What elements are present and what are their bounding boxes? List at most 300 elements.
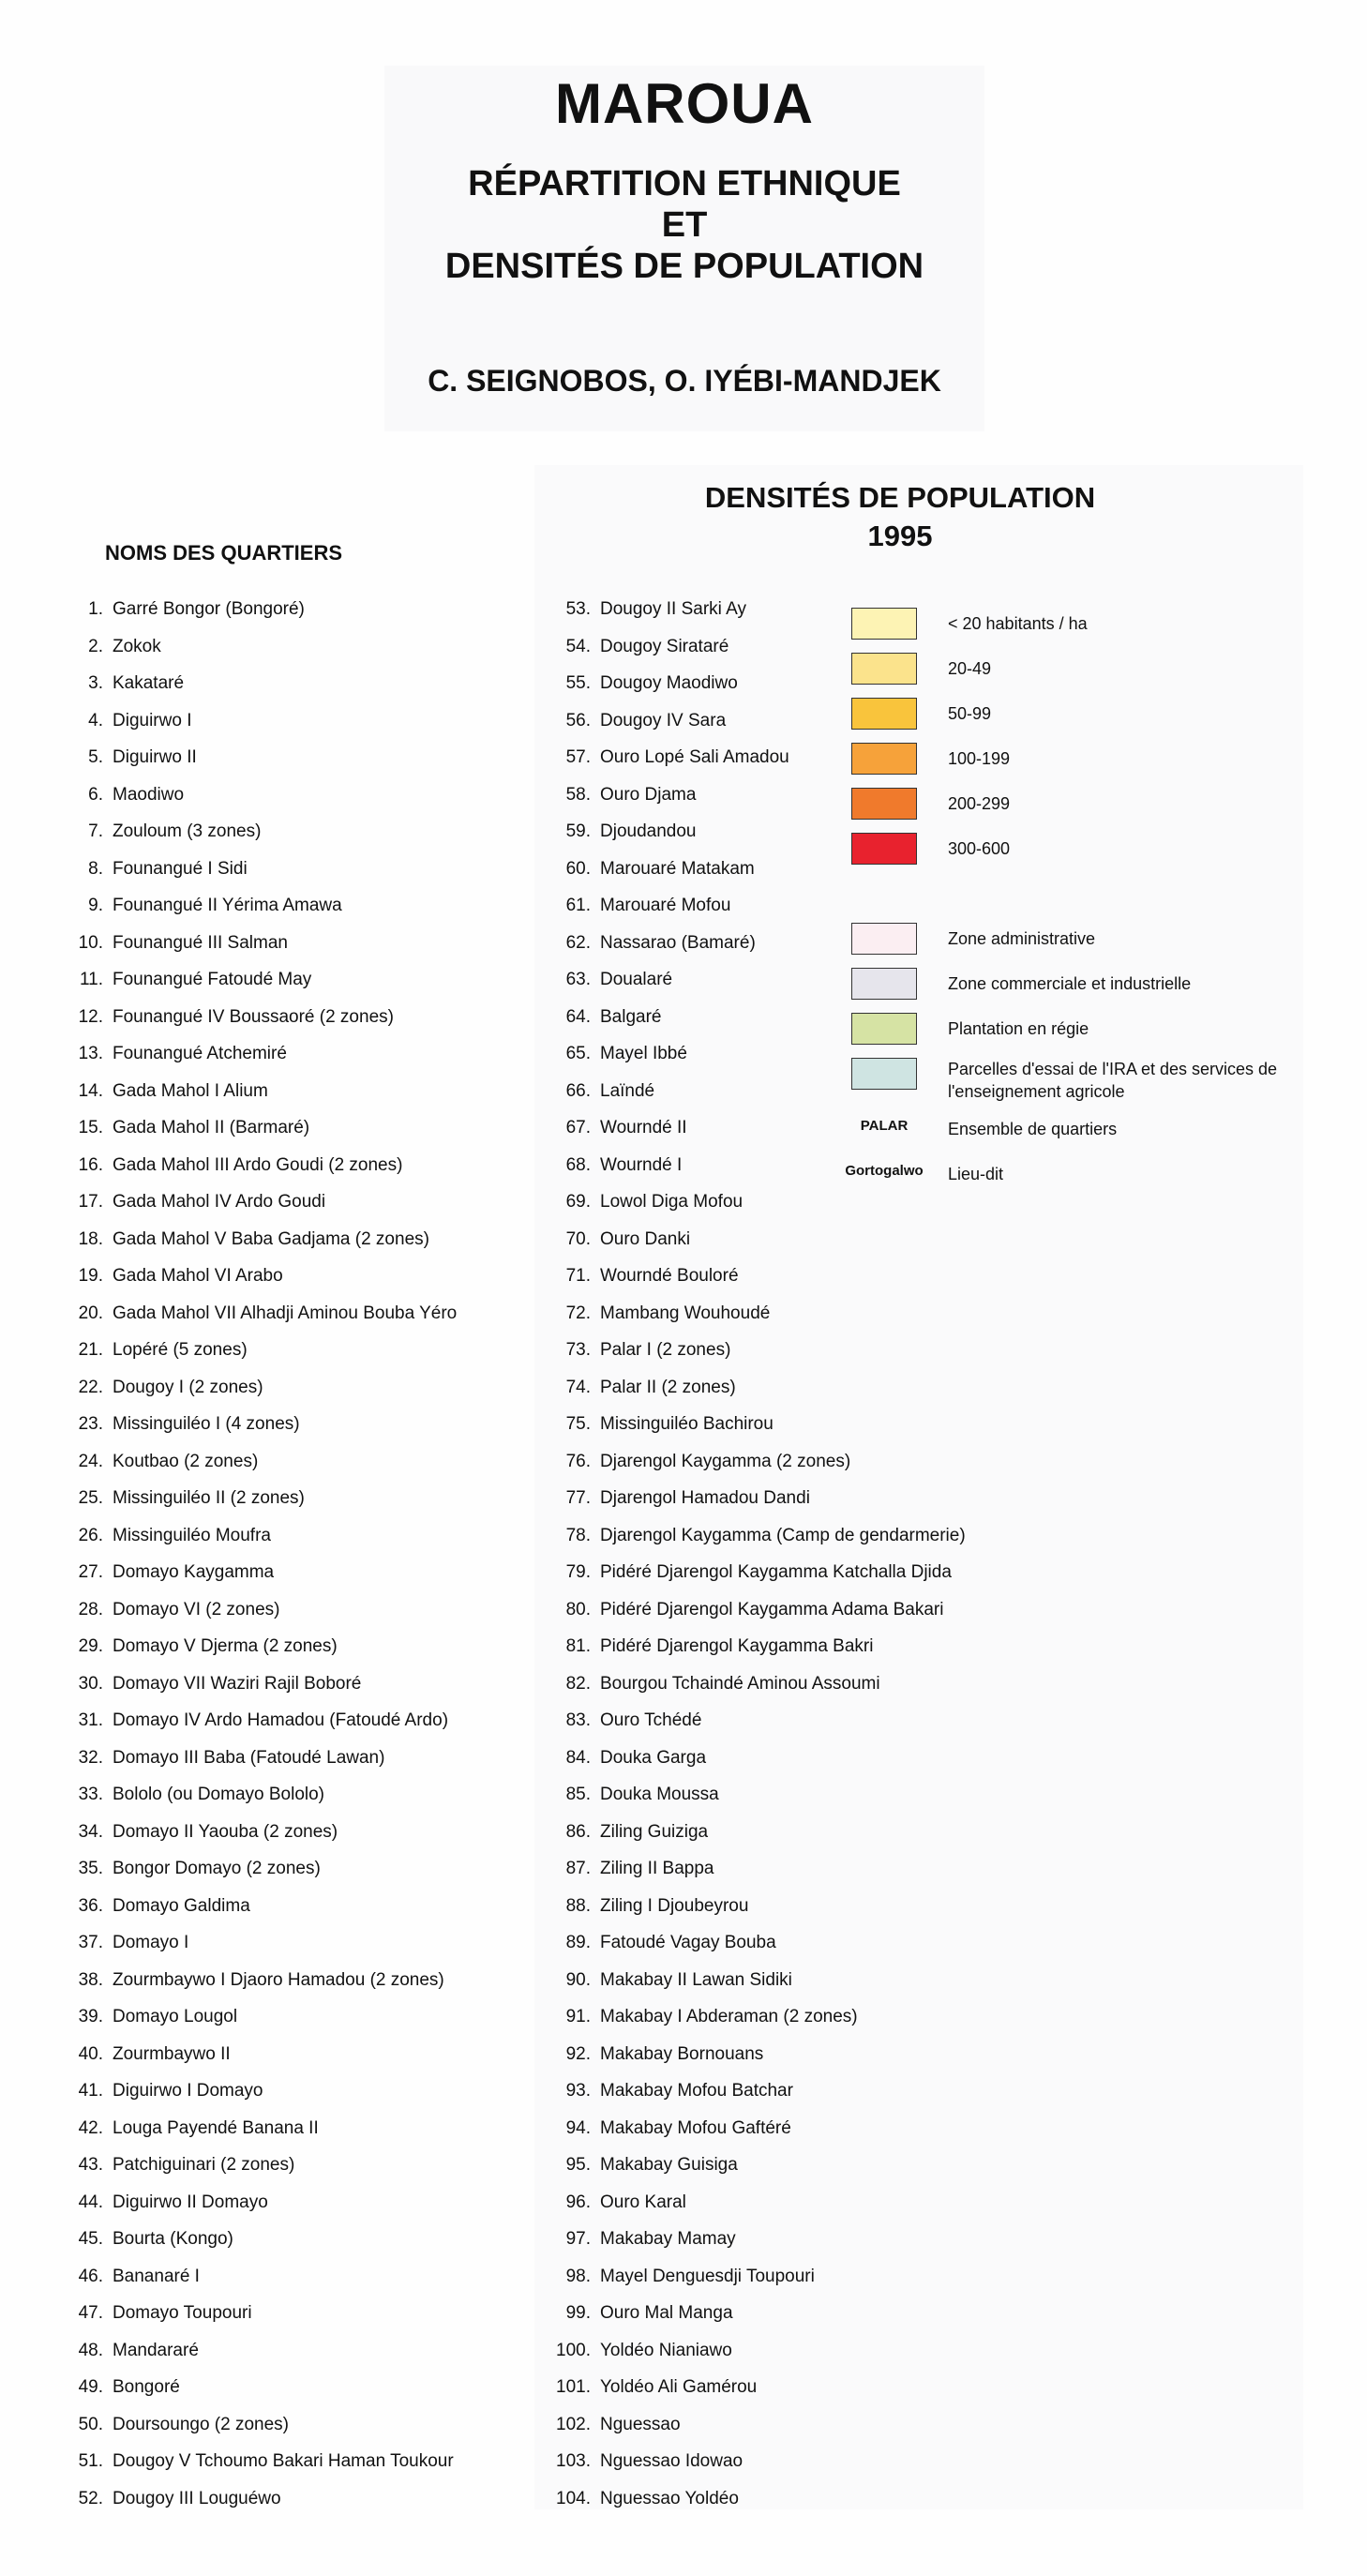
list-item xyxy=(56,591,457,628)
list-item-number: 96. xyxy=(565,2192,591,2212)
list-item xyxy=(525,2480,966,2518)
list-item-number: 22. xyxy=(78,1377,103,1397)
density-title-line-2: 1995 xyxy=(867,520,933,552)
list-item-name: Dougoy Maodiwo xyxy=(600,673,738,693)
list-item xyxy=(56,2332,457,2370)
list-item-name: Ziling Guiziga xyxy=(600,1821,709,1842)
list-item xyxy=(56,1183,457,1221)
list-item xyxy=(56,1221,457,1258)
list-item-name: Domayo VI (2 zones) xyxy=(113,1599,280,1619)
list-item-name: Dougoy II Sarki Ay xyxy=(600,599,746,619)
list-item xyxy=(56,2147,457,2184)
list-item-number: 28. xyxy=(78,1599,103,1619)
list-item xyxy=(525,2258,966,2296)
list-item-number: 29. xyxy=(78,1636,103,1656)
list-item-name: Founangué Fatoudé May xyxy=(113,970,312,989)
subtitle-line-3: DENSITÉS DE POPULATION xyxy=(444,247,924,286)
list-item xyxy=(56,2406,457,2444)
authors: C. SEIGNOBOS, O. IYÉBI-MANDJEK xyxy=(428,364,941,398)
list-item xyxy=(525,1183,966,1221)
list-item-name: Gada Mahol V Baba Gadjama (2 zones) xyxy=(113,1228,429,1249)
list-item-number: 97. xyxy=(565,2229,591,2249)
list-item-number: 38. xyxy=(78,1969,103,1990)
list-item-name: Domayo I xyxy=(113,1933,189,1952)
legend-abbreviation: PALAR xyxy=(860,1118,909,1134)
list-item xyxy=(525,1591,966,1629)
list-item-number: 68. xyxy=(565,1154,591,1175)
list-item-name: Missinguiléo II (2 zones) xyxy=(113,1488,305,1508)
list-item xyxy=(56,739,457,776)
list-item xyxy=(525,1776,966,1814)
list-item-number: 64. xyxy=(565,1006,591,1027)
legend-swatch xyxy=(851,1058,917,1090)
list-item xyxy=(56,1554,457,1591)
list-item-number: 7. xyxy=(88,821,103,841)
list-item-name: Wourndé Bouloré xyxy=(600,1266,739,1286)
list-item-number: 50. xyxy=(78,2414,103,2434)
list-item-name: Bongor Domayo (2 zones) xyxy=(113,1859,321,1878)
list-item-name: Bananaré I xyxy=(113,2266,200,2286)
list-item-name: Domayo Toupouri xyxy=(113,2303,252,2323)
list-item-name: Founangué III Salman xyxy=(113,932,288,953)
list-item-name: Founangué II Yérima Amawa xyxy=(113,896,342,915)
list-item xyxy=(56,1776,457,1814)
list-item-number: 65. xyxy=(565,1044,591,1063)
legend-swatch xyxy=(851,653,917,685)
list-item-name: Bourgou Tchaindé Aminou Assoumi xyxy=(600,1673,880,1694)
list-item xyxy=(56,702,457,740)
list-item-number: 46. xyxy=(78,2266,103,2286)
list-item-number: 13. xyxy=(78,1044,103,1063)
list-item xyxy=(56,2369,457,2406)
list-item-number: 44. xyxy=(78,2192,103,2212)
list-item-number: 95. xyxy=(565,2155,591,2175)
list-item-number: 21. xyxy=(78,1340,103,1360)
legend-swatch xyxy=(851,968,917,1000)
list-item-number: 85. xyxy=(565,1785,591,1804)
list-item-number: 6. xyxy=(88,784,103,805)
list-item xyxy=(56,1073,457,1110)
list-item xyxy=(56,1332,457,1369)
list-item-name: Domayo Galdima xyxy=(113,1895,250,1916)
list-item xyxy=(56,813,457,851)
list-item-name: Dougoy Sirataré xyxy=(600,636,729,656)
list-item-number: 14. xyxy=(78,1080,103,1101)
legend-swatch xyxy=(851,788,917,820)
list-item-name: Yoldéo Ali Gamérou xyxy=(600,2377,758,2397)
list-item xyxy=(56,1406,457,1443)
page-subtitle xyxy=(384,163,984,287)
list-item xyxy=(525,1740,966,1777)
list-item-number: 75. xyxy=(565,1414,591,1434)
list-item-number: 79. xyxy=(565,1562,591,1582)
list-item-name: Makabay I Abderaman (2 zones) xyxy=(600,2007,858,2026)
list-item-name: Pidéré Djarengol Kaygamma Adama Bakari xyxy=(600,1599,944,1619)
list-item xyxy=(525,2406,966,2444)
list-item-number: 51. xyxy=(78,2451,103,2471)
list-item xyxy=(525,1665,966,1703)
list-item-name: Douka Moussa xyxy=(600,1785,719,1804)
list-item xyxy=(56,1295,457,1333)
quartiers-list-left xyxy=(56,591,457,2517)
list-item-number: 16. xyxy=(78,1154,103,1175)
list-item-number: 12. xyxy=(78,1006,103,1027)
list-item-name: Dougoy III Louguéwo xyxy=(113,2488,281,2508)
list-item-number: 80. xyxy=(565,1599,591,1619)
list-item xyxy=(56,1258,457,1295)
list-item-name: Zouloum (3 zones) xyxy=(113,821,262,841)
list-item xyxy=(56,1628,457,1665)
list-item-number: 2. xyxy=(88,636,103,656)
list-item xyxy=(525,2110,966,2147)
list-item xyxy=(56,2036,457,2073)
list-item-name: Domayo V Djerma (2 zones) xyxy=(113,1636,338,1656)
list-item xyxy=(525,2295,966,2332)
list-item xyxy=(56,1998,457,2036)
list-item-number: 19. xyxy=(78,1266,103,1286)
legend-label: 20-49 xyxy=(948,659,992,678)
list-item-name: Koutbao (2 zones) xyxy=(113,1451,259,1471)
legend-swatch xyxy=(851,698,917,730)
list-item xyxy=(56,1740,457,1777)
page-title: MAROUA xyxy=(555,72,814,135)
list-item-number: 63. xyxy=(565,970,591,989)
list-item xyxy=(56,887,457,925)
list-item xyxy=(56,1480,457,1517)
list-item-number: 36. xyxy=(78,1895,103,1916)
list-item-name: Balgaré xyxy=(600,1006,662,1027)
list-item-number: 53. xyxy=(565,599,591,619)
list-item xyxy=(56,1517,457,1555)
list-item xyxy=(56,2258,457,2296)
list-item xyxy=(525,1480,966,1517)
legend-label: 200-299 xyxy=(948,794,1011,813)
list-item xyxy=(525,2369,966,2406)
list-item xyxy=(56,2295,457,2332)
list-item-name: Zokok xyxy=(113,636,161,656)
list-item-name: Bololo (ou Domayo Bololo) xyxy=(113,1785,325,1804)
list-item-name: Makabay II Lawan Sidiki xyxy=(600,1969,792,1990)
list-item-name: Domayo VII Waziri Rajil Boboré xyxy=(113,1673,362,1694)
quartiers-list-right xyxy=(525,591,966,2517)
list-item xyxy=(525,1332,966,1369)
list-item xyxy=(525,1517,966,1555)
list-item xyxy=(525,1702,966,1740)
legend-label: Lieu-dit xyxy=(948,1165,1004,1183)
list-item-name: Marouaré Mofou xyxy=(600,896,731,915)
list-item xyxy=(525,1998,966,2036)
list-item xyxy=(525,1221,966,1258)
list-item xyxy=(56,1035,457,1073)
list-item xyxy=(56,961,457,999)
legend-swatch xyxy=(851,923,917,955)
list-item-number: 58. xyxy=(565,784,591,805)
list-item-number: 47. xyxy=(78,2303,103,2323)
list-item-name: Founangué Atchemiré xyxy=(113,1044,287,1063)
list-item xyxy=(525,1554,966,1591)
list-item xyxy=(56,1443,457,1481)
list-item-number: 59. xyxy=(565,821,591,841)
list-item xyxy=(525,2072,966,2110)
list-item-number: 93. xyxy=(565,2081,591,2101)
list-item-name: Domayo II Yaouba (2 zones) xyxy=(113,1821,338,1842)
list-item xyxy=(56,1147,457,1184)
subtitle-line-2: ET xyxy=(661,205,708,245)
list-item-name: Kakataré xyxy=(113,673,185,693)
title-block xyxy=(384,66,984,431)
list-item-name: Djarengol Hamadou Dandi xyxy=(600,1488,810,1508)
list-item-name: Louga Payendé Banana II xyxy=(113,2117,319,2138)
list-item xyxy=(56,2184,457,2222)
list-item-number: 41. xyxy=(78,2081,103,2101)
legend-swatch xyxy=(851,1013,917,1045)
list-item-number: 32. xyxy=(78,1747,103,1768)
list-item xyxy=(56,2480,457,2518)
list-item-number: 70. xyxy=(565,1228,591,1249)
list-item-name: Wourndé II xyxy=(600,1118,687,1137)
list-item-name: Zourmbaywo II xyxy=(113,2043,231,2064)
list-item-name: Djarengol Kaygamma (Camp de gendarmerie) xyxy=(600,1525,966,1545)
list-item xyxy=(525,1814,966,1851)
list-item xyxy=(56,2072,457,2110)
list-item-name: Domayo Kaygamma xyxy=(113,1562,275,1582)
list-item xyxy=(525,1924,966,1962)
list-item-number: 78. xyxy=(565,1525,591,1545)
list-item-number: 57. xyxy=(565,747,591,767)
list-item-name: Ouro Lopé Sali Amadou xyxy=(600,747,789,767)
list-item-number: 87. xyxy=(565,1859,591,1878)
list-item xyxy=(56,1702,457,1740)
list-item-name: Diguirwo I xyxy=(113,710,192,731)
list-item xyxy=(56,665,457,702)
list-item-name: Nguessao xyxy=(600,2414,681,2434)
list-item-name: Ouro Danki xyxy=(600,1228,691,1249)
list-item-name: Mandararé xyxy=(113,2340,199,2360)
list-item-name: Nguessao Yoldéo xyxy=(600,2488,739,2508)
list-item-name: Garré Bongor (Bongoré) xyxy=(113,599,305,619)
list-item-number: 25. xyxy=(78,1488,103,1508)
legend-label: < 20 habitants / ha xyxy=(948,614,1088,633)
list-item-name: Bongoré xyxy=(113,2377,180,2397)
list-item xyxy=(525,2221,966,2258)
list-item-number: 66. xyxy=(565,1080,591,1101)
list-item-number: 104. xyxy=(556,2488,591,2508)
list-item xyxy=(56,2443,457,2480)
list-item-name: Djoudandou xyxy=(600,821,697,841)
list-item-number: 61. xyxy=(565,896,591,915)
list-item-name: Palar II (2 zones) xyxy=(600,1377,736,1397)
list-item-number: 101. xyxy=(556,2377,591,2397)
list-item-number: 73. xyxy=(565,1340,591,1360)
legend-label: Ensemble de quartiers xyxy=(948,1120,1118,1138)
list-item-number: 91. xyxy=(565,2007,591,2026)
list-item-number: 1. xyxy=(88,599,103,619)
list-item-name: Ziling II Bappa xyxy=(600,1859,714,1878)
list-item-number: 40. xyxy=(78,2043,103,2064)
list-item-number: 27. xyxy=(78,1562,103,1582)
list-item-number: 11. xyxy=(79,970,103,989)
list-item xyxy=(56,1888,457,1925)
list-item-name: Founangué I Sidi xyxy=(113,858,248,879)
list-item xyxy=(525,2332,966,2370)
list-item xyxy=(525,2147,966,2184)
list-item-number: 26. xyxy=(78,1525,103,1545)
legend-label: Zone commerciale et industrielle xyxy=(948,974,1192,993)
list-item xyxy=(525,1628,966,1665)
legend-swatch xyxy=(851,608,917,640)
list-item-name: Fatoudé Vagay Bouba xyxy=(600,1933,776,1952)
list-item-name: Makabay Mamay xyxy=(600,2229,736,2249)
list-item-name: Nguessao Idowao xyxy=(600,2451,744,2471)
list-item-number: 24. xyxy=(78,1451,103,1471)
list-item xyxy=(56,1850,457,1888)
legend-swatch xyxy=(851,833,917,865)
list-item-number: 35. xyxy=(78,1859,103,1878)
legend-label: 300-600 xyxy=(948,839,1011,858)
list-item-name: Makabay Mofou Gaftéré xyxy=(600,2117,791,2138)
list-item-number: 39. xyxy=(78,2007,103,2026)
list-item-number: 82. xyxy=(565,1673,591,1694)
legend-swatch xyxy=(851,743,917,775)
list-item-number: 89. xyxy=(565,1933,591,1952)
list-item-name: Douka Garga xyxy=(600,1747,707,1768)
list-item-number: 72. xyxy=(565,1303,591,1323)
list-item xyxy=(525,1850,966,1888)
list-item-name: Founangué IV Boussaoré (2 zones) xyxy=(113,1006,394,1027)
list-item-name: Diguirwo II Domayo xyxy=(113,2192,268,2212)
list-item xyxy=(56,2110,457,2147)
list-item-number: 94. xyxy=(565,2117,591,2138)
list-item-number: 42. xyxy=(78,2117,103,2138)
list-item-number: 55. xyxy=(565,673,591,693)
list-item xyxy=(525,1443,966,1481)
legend-label: Plantation en régie xyxy=(948,1019,1089,1038)
list-item-number: 37. xyxy=(78,1933,103,1952)
list-item-number: 90. xyxy=(565,1969,591,1990)
list-item-number: 99. xyxy=(565,2303,591,2323)
list-item-number: 56. xyxy=(565,710,591,731)
list-item-number: 81. xyxy=(565,1636,591,1656)
list-item-name: Ouro Mal Manga xyxy=(600,2303,733,2323)
list-item xyxy=(56,1924,457,1962)
list-item-name: Doursoungo (2 zones) xyxy=(113,2414,289,2434)
list-item-name: Gada Mahol VI Arabo xyxy=(113,1266,283,1286)
list-item-number: 15. xyxy=(78,1118,103,1137)
list-item xyxy=(56,1369,457,1407)
list-item xyxy=(525,1962,966,1999)
legend-label: 100-199 xyxy=(948,749,1011,768)
list-item-number: 74. xyxy=(565,1377,591,1397)
list-item-name: Patchiguinari (2 zones) xyxy=(113,2155,295,2175)
list-item xyxy=(56,851,457,888)
list-item-number: 34. xyxy=(78,1821,103,1842)
list-item-number: 8. xyxy=(88,858,103,879)
list-item-name: Pidéré Djarengol Kaygamma Katchalla Djida xyxy=(600,1562,952,1582)
list-item-number: 102. xyxy=(556,2414,591,2434)
list-item-name: Missinguiléo I (4 zones) xyxy=(113,1414,300,1434)
legend-label: 50-99 xyxy=(948,704,992,723)
list-item-number: 67. xyxy=(565,1118,591,1137)
list-item-name: Gada Mahol II (Barmaré) xyxy=(113,1118,310,1137)
list-item xyxy=(525,1406,966,1443)
list-item xyxy=(525,1295,966,1333)
list-item xyxy=(56,2221,457,2258)
list-item-name: Makabay Bornouans xyxy=(600,2043,764,2064)
list-item-number: 84. xyxy=(565,1747,591,1768)
density-title xyxy=(591,478,1209,555)
list-item-number: 100. xyxy=(556,2340,591,2360)
list-item xyxy=(525,1258,966,1295)
list-item-name: Dougoy I (2 zones) xyxy=(113,1377,263,1397)
list-item-name: Nassarao (Bamaré) xyxy=(600,932,756,953)
list-item xyxy=(56,999,457,1036)
list-item-name: Domayo Lougol xyxy=(113,2007,238,2026)
list-item xyxy=(56,1109,457,1147)
list-item-name: Djarengol Kaygamma (2 zones) xyxy=(600,1451,851,1471)
list-item-number: 69. xyxy=(565,1192,591,1212)
list-item xyxy=(525,2443,966,2480)
list-item-name: Gada Mahol I Alium xyxy=(113,1080,268,1101)
list-item-number: 71. xyxy=(565,1266,591,1286)
list-item-number: 18. xyxy=(78,1228,103,1249)
list-item-number: 83. xyxy=(565,1710,591,1730)
list-item-name: Ouro Karal xyxy=(600,2192,686,2212)
legend-label: Parcelles d'essai de l'IRA et des services de l'enseignement agricole xyxy=(948,1060,1278,1101)
list-item-number: 33. xyxy=(78,1785,103,1804)
density-title-line-1: DENSITÉS DE POPULATION xyxy=(704,481,1096,514)
list-item-number: 88. xyxy=(565,1895,591,1916)
list-item-name: Zourmbaywo I Djaoro Hamadou (2 zones) xyxy=(113,1969,444,1990)
list-item-name: Lowol Diga Mofou xyxy=(600,1192,744,1212)
list-item-name: Domayo IV Ardo Hamadou (Fatoudé Ardo) xyxy=(113,1710,449,1730)
list-item-number: 3. xyxy=(88,673,103,693)
list-item-number: 86. xyxy=(565,1821,591,1842)
list-item xyxy=(56,1962,457,1999)
list-item-number: 30. xyxy=(78,1673,103,1694)
legend-label: Zone administrative xyxy=(948,929,1096,948)
list-item-number: 76. xyxy=(565,1451,591,1471)
list-item-name: Diguirwo II xyxy=(113,747,197,767)
list-item xyxy=(525,2036,966,2073)
list-item-name: Yoldéo Nianiawo xyxy=(600,2340,732,2360)
list-item-number: 60. xyxy=(565,858,591,879)
list-item-name: Marouaré Matakam xyxy=(600,858,755,879)
list-item xyxy=(56,1665,457,1703)
list-item-number: 98. xyxy=(565,2266,591,2286)
list-item-name: Domayo III Baba (Fatoudé Lawan) xyxy=(113,1747,385,1768)
list-item-name: Missinguiléo Moufra xyxy=(113,1525,271,1545)
list-item-number: 52. xyxy=(78,2488,103,2508)
list-item-number: 48. xyxy=(78,2340,103,2360)
list-item-name: Laïndé xyxy=(600,1080,655,1101)
list-item-number: 9. xyxy=(88,896,103,915)
subtitle-line-1: RÉPARTITION ETHNIQUE xyxy=(468,164,901,203)
list-item-number: 103. xyxy=(556,2451,591,2471)
list-item xyxy=(56,776,457,814)
list-item-name: Lopéré (5 zones) xyxy=(113,1340,248,1360)
list-item-name: Maodiwo xyxy=(113,784,185,805)
list-item-number: 77. xyxy=(565,1488,591,1508)
list-item-number: 5. xyxy=(88,747,103,767)
list-item-number: 62. xyxy=(565,932,591,953)
list-item-name: Diguirwo I Domayo xyxy=(113,2081,263,2101)
list-item xyxy=(56,628,457,666)
list-item-name: Mayel Denguesdji Toupouri xyxy=(600,2266,815,2286)
list-item-name: Doualaré xyxy=(600,970,673,989)
list-item-number: 49. xyxy=(78,2377,103,2397)
list-item-number: 45. xyxy=(78,2229,103,2249)
list-item xyxy=(56,1814,457,1851)
